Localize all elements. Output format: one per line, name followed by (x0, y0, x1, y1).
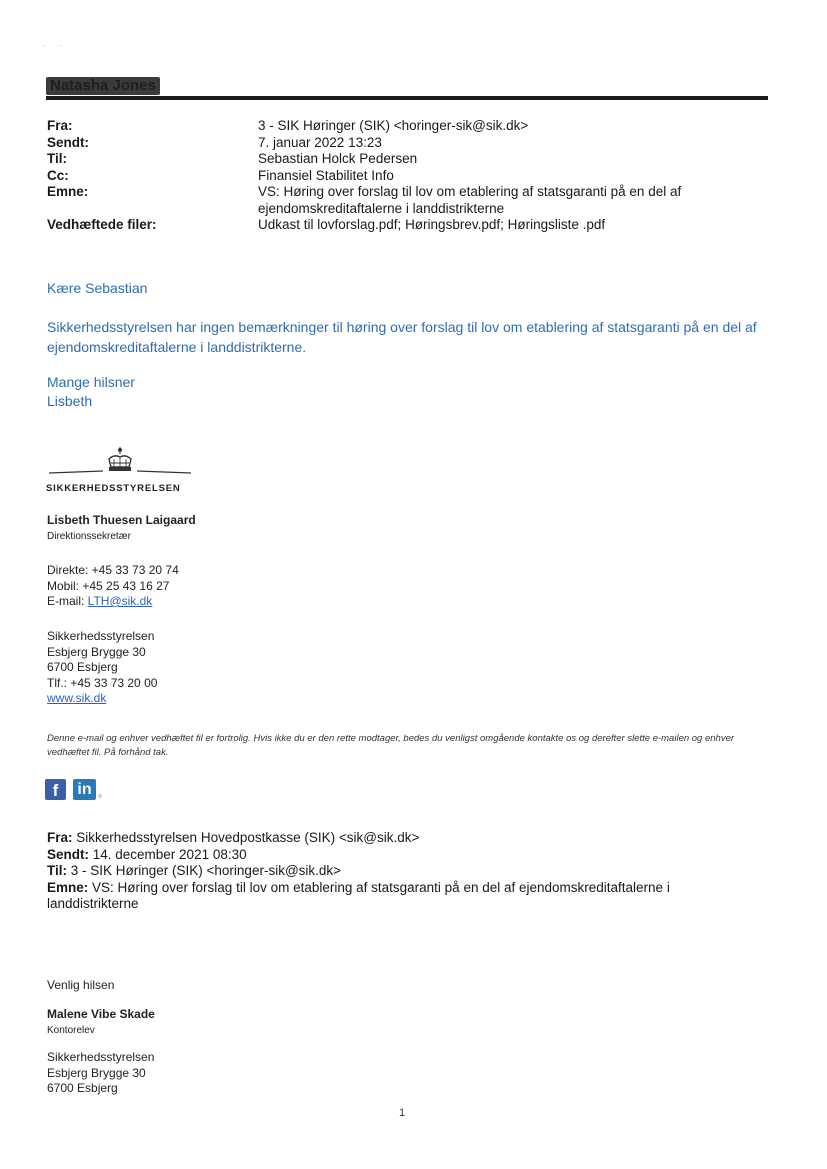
page-number: 1 (399, 1107, 406, 1119)
header-value: VS: Høring over forslag til lov om etablering af statsgaranti på en del af ejendomskreditaftalerne i landdistrikterne (258, 184, 682, 216)
logo-wordmark (46, 483, 181, 494)
signature-title: Direktionssekretær (47, 530, 131, 542)
header-value: 7. januar 2022 13:23 (258, 134, 382, 150)
greeting: Kære Sebastian (47, 280, 148, 296)
signature-contact-block (47, 563, 179, 610)
linkedin-registered-mark: ® (98, 794, 102, 800)
linkedin-icon[interactable]: in (73, 779, 96, 800)
signature-email-link[interactable]: LTH@sik.dk (87, 594, 153, 608)
forwarded-subject-label: Emne: (47, 879, 89, 895)
scan-specks: · · (42, 40, 69, 50)
forwarded-from (47, 830, 767, 847)
closing-block (47, 373, 135, 411)
second-signature-name-block (47, 1007, 155, 1038)
header-value: Sebastian Holck Pedersen (258, 151, 418, 166)
header-label: Vedhæftede filer: (47, 217, 157, 232)
signature-mobile: Mobil: +45 25 43 16 27 (47, 578, 170, 593)
disclaimer: Denne e-mail og enhver vedhæftet fil er fortrolig. Hvis ikke du er den rette modtager, bedes du venligst omgående kontakte os og derefter slette e-mailen og enhver vedhæftet fil. På forhånd tak. (47, 733, 735, 758)
header-label: Sendt: (47, 134, 89, 150)
header-value: Finansiel Stabilitet Info (258, 167, 394, 183)
header-label: Emne: (47, 184, 89, 199)
signature-email-row (47, 594, 179, 610)
signature-city: 6700 Esbjerg (47, 660, 118, 674)
header-subject-row (47, 184, 767, 217)
signature-phone: Tlf.: +45 33 73 20 00 (47, 675, 158, 690)
second-signature-name: Malene Vibe Skade (47, 1007, 155, 1021)
header-sent-row (47, 135, 767, 152)
crown-logo-icon (47, 445, 193, 481)
header-label: Cc: (47, 167, 69, 183)
redacted-name: Natasha Jones (46, 77, 160, 95)
forwarded-to (47, 863, 767, 880)
second-signature-address (47, 1050, 154, 1097)
header-rule (46, 96, 768, 100)
signature-address-block (47, 629, 157, 707)
closing: Mange hilsner (47, 374, 135, 390)
header-value: 3 - SIK Høringer (SIK) <horinger-sik@sik.dk> (258, 118, 529, 133)
body-paragraph: Sikkerhedsstyrelsen har ingen bemærkninger til høring over forslag til lov om etablering af statsgaranti på en del af ejendomskreditaftalerne i landdistrikterne. (47, 319, 757, 355)
forwarded-sent-value: 14. december 2021 08:30 (89, 846, 247, 862)
forwarded-to-label: Til: (47, 863, 67, 878)
second-signature-title: Kontorelev (47, 1024, 95, 1036)
forwarded-sent (47, 847, 767, 864)
signature-street: Esbjerg Brygge 30 (47, 644, 146, 659)
forwarded-sent-label: Sendt: (47, 846, 89, 862)
forwarded-from-value: Sikkerhedsstyrelsen Hovedpostkasse (SIK) <sik@sik.dk> (72, 830, 420, 845)
signature-email-label: E-mail: (47, 594, 88, 608)
signature-web-link[interactable]: www.sik.dk (47, 691, 107, 705)
facebook-icon[interactable]: f (45, 779, 66, 800)
forwarded-to-value: 3 - SIK Høringer (SIK) <horinger-sik@sik.dk> (67, 863, 342, 878)
signature-name-block (47, 513, 196, 544)
logo-text: SIKKERHEDSSTYRELSEN (46, 483, 181, 494)
signature-direct: Direkte: +45 33 73 20 74 (47, 563, 179, 577)
second-greeting: Venlig hilsen (47, 978, 115, 992)
forwarded-from-label: Fra: (47, 830, 73, 845)
second-signature-street: Esbjerg Brygge 30 (47, 1065, 146, 1080)
second-signature-org: Sikkerhedsstyrelsen (47, 1050, 155, 1064)
header-label: Til: (47, 151, 67, 166)
header-value: Udkast til lovforslag.pdf; Høringsbrev.pdf; Høringsliste .pdf (258, 217, 606, 232)
email-header (47, 118, 767, 234)
signature-org: Sikkerhedsstyrelsen (47, 629, 155, 643)
second-signature-city: 6700 Esbjerg (47, 1081, 118, 1095)
signature-name: Lisbeth Thuesen Laigaard (47, 513, 196, 527)
forwarded-header (47, 830, 767, 913)
header-attachments-row (47, 217, 767, 234)
header-from-row (47, 118, 767, 135)
header-label: Fra: (47, 118, 73, 133)
header-cc-row (47, 168, 767, 185)
signoff: Lisbeth (47, 393, 93, 409)
header-to-row (47, 151, 767, 168)
forwarded-subject (47, 880, 767, 913)
forwarded-subject-value: VS: Høring over forslag til lov om etablering af statsgaranti på en del af ejendomskreditaftalerne i landdistrikterne (47, 879, 670, 911)
